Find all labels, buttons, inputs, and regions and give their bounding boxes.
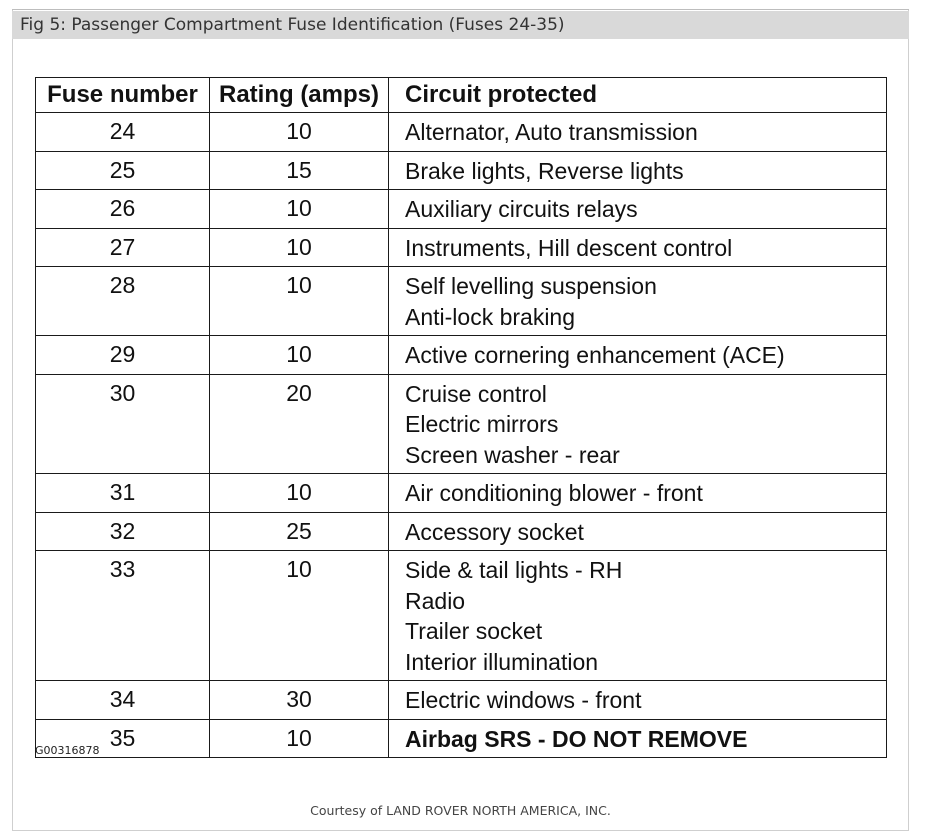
- rating-cell: 10: [210, 228, 389, 267]
- circuit-line: Air conditioning blower - front: [405, 480, 703, 506]
- fuse-table: [35, 77, 887, 758]
- table-row: [36, 719, 887, 758]
- circuit-cell: [389, 151, 887, 190]
- rating-cell: 10: [210, 267, 389, 336]
- circuit-line: Instruments, Hill descent control: [405, 234, 733, 261]
- fuse-number-cell: 29: [36, 336, 210, 375]
- table-row: [36, 228, 887, 267]
- circuit-cell: [389, 228, 887, 267]
- table-row: [36, 551, 887, 681]
- circuit-line: Self levelling suspension: [405, 273, 657, 299]
- circuit-cell: [389, 512, 887, 551]
- fuse-number-cell: 28: [36, 267, 210, 336]
- rating-cell: 10: [210, 113, 389, 152]
- figure-title: Fig 5: Passenger Compartment Fuse Identification (Fuses 24-35): [12, 11, 909, 39]
- fuse-number-cell: 25: [36, 151, 210, 190]
- rating-cell: 25: [210, 512, 389, 551]
- fuse-number-cell: 27: [36, 228, 210, 267]
- circuit-line: Airbag SRS - DO NOT REMOVE: [405, 725, 748, 752]
- header-rating: Rating (amps): [210, 78, 389, 113]
- circuit-line: Alternator, Auto transmission: [405, 119, 698, 145]
- circuit-cell: [389, 551, 887, 681]
- fuse-number-cell: 24: [36, 113, 210, 152]
- circuit-line: Cruise control: [405, 380, 547, 407]
- circuit-cell: [389, 474, 887, 513]
- rating-cell: 30: [210, 681, 389, 720]
- courtesy-note: Courtesy of LAND ROVER NORTH AMERICA, INC.: [310, 803, 611, 818]
- fuse-number-cell: 34: [36, 681, 210, 720]
- circuit-line: Brake lights, Reverse lights: [405, 157, 684, 184]
- circuit-cell: [389, 719, 887, 758]
- circuit-cell: [389, 681, 887, 720]
- figure-id: G00316878: [35, 744, 100, 757]
- table-header-row: [36, 78, 887, 113]
- fuse-number-cell: 35: [36, 719, 210, 758]
- circuit-line: Electric windows - front: [405, 687, 642, 713]
- rating-cell: 10: [210, 551, 389, 681]
- rating-cell: 10: [210, 474, 389, 513]
- rating-cell: 20: [210, 374, 389, 474]
- rating-cell: 10: [210, 719, 389, 758]
- circuit-line: Anti-lock braking: [405, 303, 576, 330]
- circuit-cell: [389, 336, 887, 375]
- circuit-cell: [389, 113, 887, 152]
- circuit-line: Auxiliary circuits relays: [405, 196, 638, 222]
- fuse-number-cell: 26: [36, 190, 210, 229]
- circuit-line: Trailer socket: [405, 618, 543, 644]
- fuse-number-cell: 33: [36, 551, 210, 681]
- frame-top-border: [12, 9, 909, 10]
- circuit-line: Electric mirrors: [405, 411, 559, 437]
- circuit-line: Screen washer - rear: [405, 441, 620, 468]
- circuit-cell: [389, 267, 887, 336]
- table-row: [36, 113, 887, 152]
- rating-cell: 10: [210, 336, 389, 375]
- table-row: [36, 190, 887, 229]
- table-row: [36, 512, 887, 551]
- table-row: [36, 681, 887, 720]
- fuse-number-cell: 30: [36, 374, 210, 474]
- circuit-line: Active cornering enhancement (ACE): [405, 342, 785, 368]
- fuse-table-body: [36, 113, 887, 758]
- circuit-cell: [389, 374, 887, 474]
- circuit-line: Radio: [405, 587, 466, 614]
- header-fuse-number: Fuse number: [36, 78, 210, 113]
- rating-cell: 10: [210, 190, 389, 229]
- table-row: [36, 336, 887, 375]
- circuit-line: Accessory socket: [405, 518, 584, 545]
- circuit-line: Interior illumination: [405, 648, 599, 675]
- table-row: [36, 151, 887, 190]
- table-row: [36, 374, 887, 474]
- table-row: [36, 267, 887, 336]
- fuse-number-cell: 31: [36, 474, 210, 513]
- table-row: [36, 474, 887, 513]
- header-circuit-protected: Circuit protected: [389, 78, 887, 113]
- rating-cell: 15: [210, 151, 389, 190]
- circuit-cell: [389, 190, 887, 229]
- circuit-line: Side & tail lights - RH: [405, 557, 623, 583]
- fuse-number-cell: 32: [36, 512, 210, 551]
